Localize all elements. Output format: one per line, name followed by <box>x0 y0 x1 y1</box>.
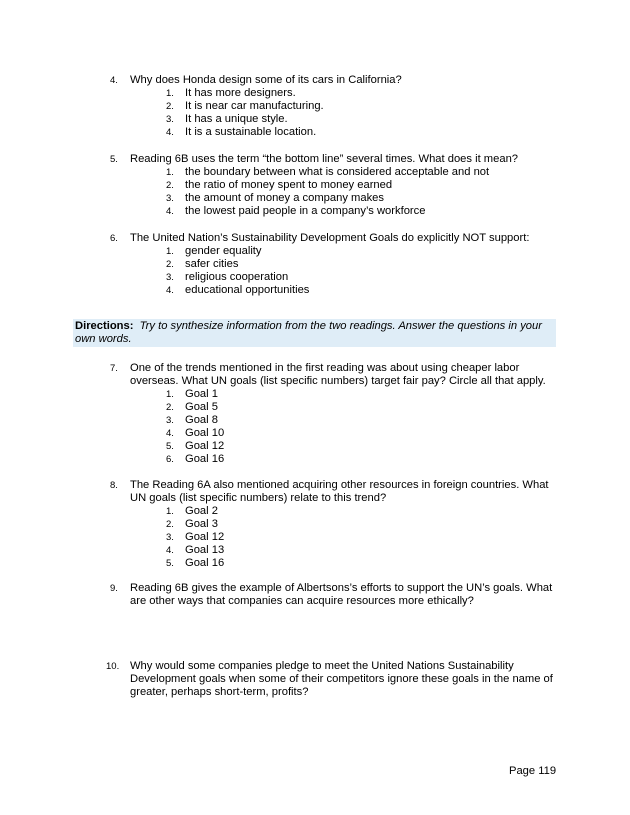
option-item <box>166 505 562 518</box>
option-item <box>166 544 562 557</box>
option-text: Goal 2 <box>185 505 218 517</box>
option-number: 4. <box>166 545 174 556</box>
question-5 <box>112 153 562 218</box>
option-item <box>166 166 562 179</box>
question-text: Why would some companies pledge to meet the United Nations Sustainability Development goals when some of their competitors ignore these goals in the name of greater, perhaps short-term, profits? <box>130 660 553 698</box>
question-number: 5. <box>110 154 118 165</box>
option-text: It has more designers. <box>185 87 296 99</box>
option-number: 4. <box>166 285 174 296</box>
option-item <box>166 401 562 414</box>
option-number: 2. <box>166 519 174 530</box>
option-item <box>166 531 562 544</box>
option-text: Goal 8 <box>185 414 218 426</box>
option-text: It is a sustainable location. <box>185 126 317 138</box>
question-number: 6. <box>110 233 118 244</box>
option-number: 1. <box>166 88 174 99</box>
option-item <box>166 518 562 531</box>
question-10 <box>106 660 562 699</box>
question-number: 9. <box>110 583 118 594</box>
directions-banner <box>73 319 556 347</box>
options-list <box>166 245 562 297</box>
option-number: 2. <box>166 259 174 270</box>
option-item <box>166 453 562 466</box>
option-item <box>166 113 562 126</box>
option-item <box>166 245 562 258</box>
question-text: Why does Honda design some of its cars in California? <box>130 74 402 86</box>
option-text: the boundary between what is considered acceptable and not <box>185 166 490 178</box>
question-text: Reading 6B uses the term “the bottom line” several times. What does it mean? <box>130 153 519 165</box>
options-list <box>166 87 562 139</box>
option-item <box>166 192 562 205</box>
directions-text: Try to synthesize information from the two readings. Answer the questions in your own words. <box>75 320 542 345</box>
option-text: safer cities <box>185 258 239 270</box>
option-item <box>166 557 562 570</box>
option-item <box>166 100 562 113</box>
options-list <box>166 388 562 466</box>
option-text: Goal 13 <box>185 544 225 556</box>
option-item <box>166 388 562 401</box>
option-text: Goal 1 <box>185 388 218 400</box>
option-text: the lowest paid people in a company’s workforce <box>185 205 426 217</box>
question-text: The Reading 6A also mentioned acquiring other resources in foreign countries. What UN goals (list specific numbers) relate to this trend? <box>130 479 549 504</box>
question-text: One of the trends mentioned in the first reading was about using cheaper labor overseas. What UN goals (list specific numbers) target fair pay? Circle all that apply. <box>130 362 546 387</box>
option-number: 1. <box>166 167 174 178</box>
options-list <box>166 166 562 218</box>
option-number: 3. <box>166 415 174 426</box>
option-number: 4. <box>166 428 174 439</box>
directions-label: Directions: <box>75 320 134 332</box>
option-item <box>166 258 562 271</box>
option-text: the ratio of money spent to money earned <box>185 179 393 191</box>
option-item <box>166 414 562 427</box>
option-item <box>166 205 562 218</box>
option-text: religious cooperation <box>185 271 289 283</box>
question-number: 8. <box>110 480 118 491</box>
page-number: Page 119 <box>509 765 557 777</box>
question-8 <box>112 479 562 570</box>
option-text: Goal 5 <box>185 401 218 413</box>
question-9 <box>112 582 562 608</box>
option-text: the amount of money a company makes <box>185 192 384 204</box>
option-number: 2. <box>166 180 174 191</box>
option-number: 1. <box>166 246 174 257</box>
option-text: Goal 16 <box>185 453 225 465</box>
question-number: 10. <box>106 661 120 672</box>
option-number: 3. <box>166 272 174 283</box>
options-list <box>166 505 562 570</box>
option-number: 4. <box>166 206 174 217</box>
option-number: 2. <box>166 101 174 112</box>
option-text: Goal 12 <box>185 531 225 543</box>
option-item <box>166 179 562 192</box>
option-text: Goal 10 <box>185 427 225 439</box>
option-text: It is near car manufacturing. <box>185 100 324 112</box>
option-number: 5. <box>166 441 174 452</box>
question-7 <box>112 362 562 466</box>
option-number: 2. <box>166 402 174 413</box>
question-4 <box>112 74 562 139</box>
option-text: Goal 3 <box>185 518 218 530</box>
option-number: 1. <box>166 389 174 400</box>
question-text: The United Nation’s Sustainability Development Goals do explicitly NOT support: <box>130 232 530 244</box>
question-number: 7. <box>110 363 118 374</box>
option-text: Goal 16 <box>185 557 225 569</box>
option-item <box>166 440 562 453</box>
option-number: 6. <box>166 454 174 465</box>
option-number: 5. <box>166 558 174 569</box>
question-text: Reading 6B gives the example of Albertsons’s efforts to support the UN’s goals. What are other ways that companies can acquire resources more ethically? <box>130 582 553 607</box>
option-item <box>166 126 562 139</box>
option-number: 3. <box>166 193 174 204</box>
option-number: 3. <box>166 532 174 543</box>
question-6 <box>112 232 562 297</box>
option-text: Goal 12 <box>185 440 225 452</box>
option-text: It has a unique style. <box>185 113 288 125</box>
option-number: 1. <box>166 506 174 517</box>
option-item <box>166 87 562 100</box>
option-number: 3. <box>166 114 174 125</box>
option-item <box>166 271 562 284</box>
option-text: gender equality <box>185 245 262 257</box>
option-item <box>166 427 562 440</box>
option-item <box>166 284 562 297</box>
option-text: educational opportunities <box>185 284 310 296</box>
question-number: 4. <box>110 75 118 86</box>
option-number: 4. <box>166 127 174 138</box>
